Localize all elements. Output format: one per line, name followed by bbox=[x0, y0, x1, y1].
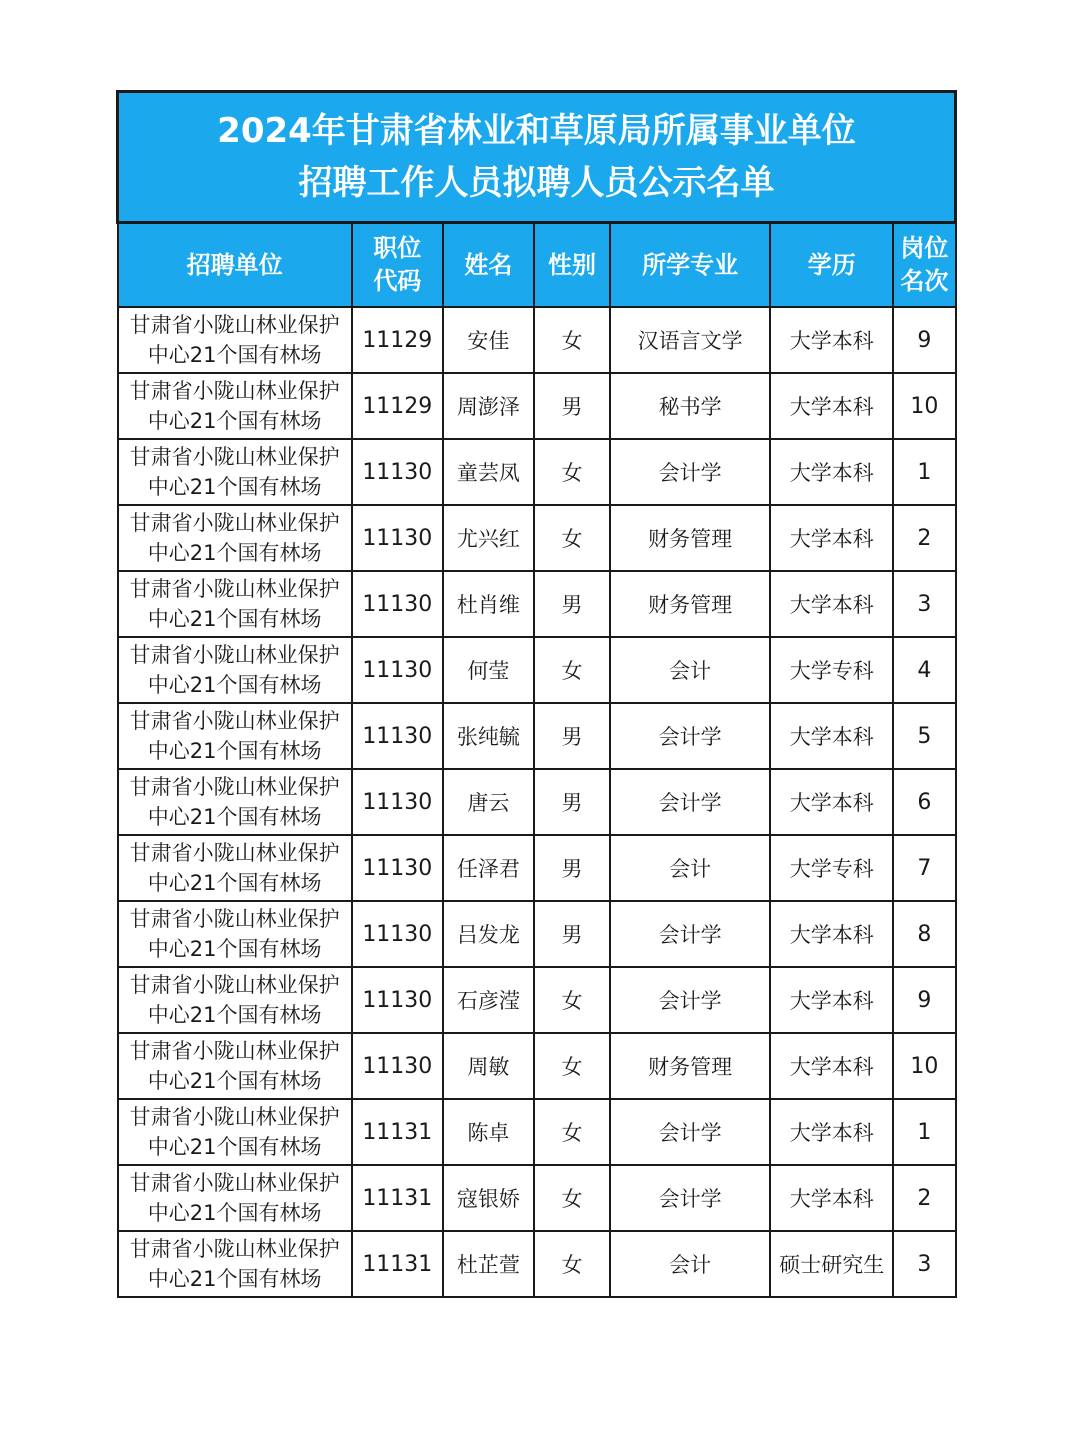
cell-edu: 大学本科 bbox=[770, 307, 893, 373]
cell-unit-line-2: 中心21个国有林场 bbox=[147, 673, 322, 697]
document-sheet bbox=[116, 90, 957, 1298]
cell-rank: 1 bbox=[893, 1099, 955, 1165]
header-code-line-2: 代码 bbox=[373, 267, 422, 295]
cell-unit bbox=[118, 571, 352, 637]
cell-unit-line-2: 中心21个国有林场 bbox=[147, 541, 322, 565]
cell-major: 会计 bbox=[610, 637, 770, 703]
cell-unit-line-2: 中心21个国有林场 bbox=[147, 739, 322, 763]
cell-name: 童芸凤 bbox=[443, 439, 534, 505]
cell-edu: 大学本科 bbox=[770, 439, 893, 505]
cell-unit bbox=[118, 835, 352, 901]
cell-sex: 女 bbox=[534, 307, 610, 373]
cell-unit-line-2: 中心21个国有林场 bbox=[147, 937, 322, 961]
cell-edu: 硕士研究生 bbox=[770, 1231, 893, 1297]
cell-rank: 5 bbox=[893, 703, 955, 769]
cell-name: 任泽君 bbox=[443, 835, 534, 901]
cell-name: 周敏 bbox=[443, 1033, 534, 1099]
cell-sex: 女 bbox=[534, 505, 610, 571]
table-header-row bbox=[118, 223, 956, 308]
cell-code: 11130 bbox=[352, 571, 443, 637]
cell-unit bbox=[118, 1033, 352, 1099]
cell-major: 汉语言文学 bbox=[610, 307, 770, 373]
cell-major: 会计学 bbox=[610, 901, 770, 967]
cell-rank: 3 bbox=[893, 571, 955, 637]
cell-name: 张纯毓 bbox=[443, 703, 534, 769]
table-row bbox=[118, 901, 956, 967]
table-row bbox=[118, 373, 956, 439]
header-rank-line-2: 名次 bbox=[900, 267, 949, 295]
header-edu: 学历 bbox=[770, 223, 893, 308]
cell-name: 安佳 bbox=[443, 307, 534, 373]
cell-code: 11130 bbox=[352, 637, 443, 703]
cell-major: 秘书学 bbox=[610, 373, 770, 439]
cell-major: 会计学 bbox=[610, 439, 770, 505]
cell-name: 吕发龙 bbox=[443, 901, 534, 967]
cell-rank: 6 bbox=[893, 769, 955, 835]
table-row bbox=[118, 769, 956, 835]
cell-name: 陈卓 bbox=[443, 1099, 534, 1165]
cell-unit-line-1: 甘肃省小陇山林业保护 bbox=[129, 313, 340, 337]
cell-unit-line-1: 甘肃省小陇山林业保护 bbox=[129, 775, 340, 799]
cell-unit-line-1: 甘肃省小陇山林业保护 bbox=[129, 907, 340, 931]
cell-code: 11130 bbox=[352, 703, 443, 769]
cell-unit-line-1: 甘肃省小陇山林业保护 bbox=[129, 445, 340, 469]
table-row bbox=[118, 1033, 956, 1099]
cell-edu: 大学本科 bbox=[770, 1033, 893, 1099]
cell-code: 11129 bbox=[352, 373, 443, 439]
cell-unit-line-2: 中心21个国有林场 bbox=[147, 805, 322, 829]
document-title bbox=[118, 92, 956, 223]
cell-name: 唐云 bbox=[443, 769, 534, 835]
table-row bbox=[118, 637, 956, 703]
cell-rank: 9 bbox=[893, 967, 955, 1033]
cell-sex: 女 bbox=[534, 439, 610, 505]
cell-unit-line-2: 中心21个国有林场 bbox=[147, 1201, 322, 1225]
cell-sex: 男 bbox=[534, 571, 610, 637]
cell-sex: 女 bbox=[534, 1165, 610, 1231]
cell-name: 尤兴红 bbox=[443, 505, 534, 571]
cell-sex: 男 bbox=[534, 769, 610, 835]
cell-code: 11130 bbox=[352, 769, 443, 835]
cell-unit bbox=[118, 1099, 352, 1165]
cell-unit-line-2: 中心21个国有林场 bbox=[147, 409, 322, 433]
header-rank-line-1: 岗位 bbox=[900, 234, 949, 262]
cell-code: 11130 bbox=[352, 967, 443, 1033]
cell-unit-line-1: 甘肃省小陇山林业保护 bbox=[129, 841, 340, 865]
table-body bbox=[118, 307, 956, 1297]
cell-unit-line-1: 甘肃省小陇山林业保护 bbox=[129, 709, 340, 733]
title-line-2: 招聘工作人员拟聘人员公示名单 bbox=[298, 163, 775, 203]
cell-major: 会计学 bbox=[610, 769, 770, 835]
header-rank bbox=[893, 223, 955, 308]
cell-major: 会计学 bbox=[610, 1165, 770, 1231]
cell-unit-line-1: 甘肃省小陇山林业保护 bbox=[129, 1039, 340, 1063]
cell-name: 何莹 bbox=[443, 637, 534, 703]
cell-edu: 大学本科 bbox=[770, 505, 893, 571]
header-major: 所学专业 bbox=[610, 223, 770, 308]
cell-rank: 7 bbox=[893, 835, 955, 901]
cell-code: 11129 bbox=[352, 307, 443, 373]
cell-edu: 大学本科 bbox=[770, 769, 893, 835]
cell-edu: 大学专科 bbox=[770, 637, 893, 703]
cell-name: 杜肖维 bbox=[443, 571, 534, 637]
header-code bbox=[352, 223, 443, 308]
cell-unit-line-2: 中心21个国有林场 bbox=[147, 607, 322, 631]
cell-rank: 9 bbox=[893, 307, 955, 373]
cell-code: 11131 bbox=[352, 1165, 443, 1231]
cell-sex: 女 bbox=[534, 967, 610, 1033]
cell-edu: 大学本科 bbox=[770, 1099, 893, 1165]
cell-rank: 2 bbox=[893, 1165, 955, 1231]
cell-name: 石彦滢 bbox=[443, 967, 534, 1033]
cell-rank: 10 bbox=[893, 1033, 955, 1099]
cell-unit-line-1: 甘肃省小陇山林业保护 bbox=[129, 973, 340, 997]
cell-edu: 大学专科 bbox=[770, 835, 893, 901]
table-row bbox=[118, 505, 956, 571]
cell-sex: 男 bbox=[534, 703, 610, 769]
table-row bbox=[118, 835, 956, 901]
header-code-line-1: 职位 bbox=[373, 234, 422, 262]
cell-unit-line-1: 甘肃省小陇山林业保护 bbox=[129, 1105, 340, 1129]
table-row bbox=[118, 439, 956, 505]
cell-major: 会计 bbox=[610, 1231, 770, 1297]
table-row bbox=[118, 307, 956, 373]
cell-unit bbox=[118, 901, 352, 967]
cell-unit-line-1: 甘肃省小陇山林业保护 bbox=[129, 1237, 340, 1261]
cell-sex: 女 bbox=[534, 1231, 610, 1297]
table-row bbox=[118, 1165, 956, 1231]
table-row bbox=[118, 1231, 956, 1297]
cell-code: 11130 bbox=[352, 901, 443, 967]
cell-unit-line-2: 中心21个国有林场 bbox=[147, 1069, 322, 1093]
table-row bbox=[118, 703, 956, 769]
header-sex: 性别 bbox=[534, 223, 610, 308]
cell-unit bbox=[118, 373, 352, 439]
cell-sex: 男 bbox=[534, 373, 610, 439]
cell-rank: 10 bbox=[893, 373, 955, 439]
cell-sex: 女 bbox=[534, 1099, 610, 1165]
cell-name: 周澎泽 bbox=[443, 373, 534, 439]
cell-unit-line-1: 甘肃省小陇山林业保护 bbox=[129, 1171, 340, 1195]
cell-major: 会计学 bbox=[610, 1099, 770, 1165]
cell-code: 11131 bbox=[352, 1099, 443, 1165]
cell-edu: 大学本科 bbox=[770, 901, 893, 967]
table-row bbox=[118, 571, 956, 637]
table-row bbox=[118, 1099, 956, 1165]
candidate-table bbox=[116, 90, 957, 1298]
cell-rank: 2 bbox=[893, 505, 955, 571]
cell-edu: 大学本科 bbox=[770, 1165, 893, 1231]
cell-unit bbox=[118, 967, 352, 1033]
cell-unit-line-2: 中心21个国有林场 bbox=[147, 1135, 322, 1159]
header-name: 姓名 bbox=[443, 223, 534, 308]
cell-major: 会计学 bbox=[610, 703, 770, 769]
cell-name: 寇银娇 bbox=[443, 1165, 534, 1231]
cell-edu: 大学本科 bbox=[770, 571, 893, 637]
cell-unit bbox=[118, 637, 352, 703]
cell-unit bbox=[118, 1165, 352, 1231]
cell-rank: 1 bbox=[893, 439, 955, 505]
cell-unit bbox=[118, 703, 352, 769]
cell-code: 11130 bbox=[352, 1033, 443, 1099]
cell-rank: 8 bbox=[893, 901, 955, 967]
header-unit: 招聘单位 bbox=[118, 223, 352, 308]
cell-edu: 大学本科 bbox=[770, 373, 893, 439]
cell-sex: 男 bbox=[534, 835, 610, 901]
cell-unit bbox=[118, 769, 352, 835]
cell-unit-line-2: 中心21个国有林场 bbox=[147, 871, 322, 895]
cell-sex: 男 bbox=[534, 901, 610, 967]
cell-unit-line-1: 甘肃省小陇山林业保护 bbox=[129, 511, 340, 535]
cell-code: 11130 bbox=[352, 505, 443, 571]
cell-unit-line-2: 中心21个国有林场 bbox=[147, 1003, 322, 1027]
cell-unit bbox=[118, 439, 352, 505]
cell-edu: 大学本科 bbox=[770, 967, 893, 1033]
cell-sex: 女 bbox=[534, 637, 610, 703]
cell-code: 11130 bbox=[352, 835, 443, 901]
cell-unit-line-1: 甘肃省小陇山林业保护 bbox=[129, 577, 340, 601]
cell-major: 财务管理 bbox=[610, 505, 770, 571]
cell-code: 11131 bbox=[352, 1231, 443, 1297]
title-line-1: 2024年甘肃省林业和草原局所属事业单位 bbox=[217, 111, 856, 151]
cell-major: 财务管理 bbox=[610, 571, 770, 637]
cell-unit bbox=[118, 1231, 352, 1297]
cell-major: 财务管理 bbox=[610, 1033, 770, 1099]
cell-major: 会计学 bbox=[610, 967, 770, 1033]
cell-rank: 4 bbox=[893, 637, 955, 703]
cell-code: 11130 bbox=[352, 439, 443, 505]
cell-major: 会计 bbox=[610, 835, 770, 901]
cell-unit-line-2: 中心21个国有林场 bbox=[147, 475, 322, 499]
cell-name: 杜芷萱 bbox=[443, 1231, 534, 1297]
cell-unit bbox=[118, 505, 352, 571]
cell-unit-line-2: 中心21个国有林场 bbox=[147, 343, 322, 367]
cell-edu: 大学本科 bbox=[770, 703, 893, 769]
cell-rank: 3 bbox=[893, 1231, 955, 1297]
table-row bbox=[118, 967, 956, 1033]
cell-sex: 女 bbox=[534, 1033, 610, 1099]
cell-unit-line-1: 甘肃省小陇山林业保护 bbox=[129, 379, 340, 403]
cell-unit-line-1: 甘肃省小陇山林业保护 bbox=[129, 643, 340, 667]
cell-unit-line-2: 中心21个国有林场 bbox=[147, 1267, 322, 1291]
cell-unit bbox=[118, 307, 352, 373]
